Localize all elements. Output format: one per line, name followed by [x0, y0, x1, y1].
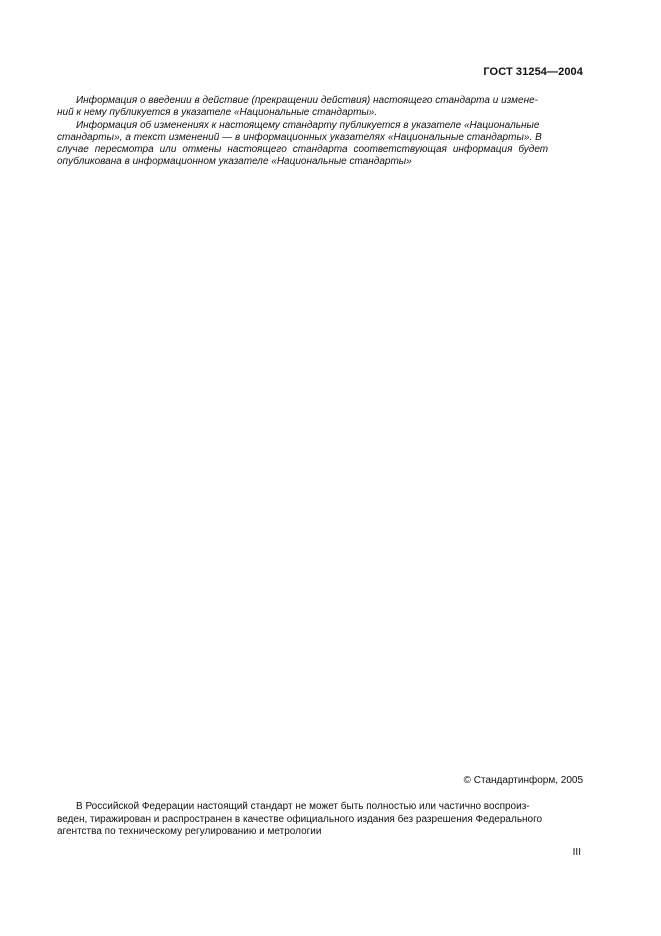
legal-line: веден, тиражирован и распространен в качестве официального издания без разрешения Федерального: [57, 813, 543, 825]
legal-line: агентства по техническому регулированию и метрологии: [57, 826, 322, 838]
info-line: Информация об изменениях к настоящему стандарту публикуется в указателе «Национальные: [76, 119, 540, 131]
copyright-notice: © Стандартинформ, 2005: [463, 775, 583, 786]
standard-code: ГОСТ 31254—2004: [483, 66, 583, 78]
info-line: случае пересмотра или отмены настоящего стандарта соответствующая информация будет: [57, 144, 549, 156]
legal-notice: [57, 801, 583, 839]
info-line: Информация о введении в действие (прекращении действия) настоящего стандарта и измене-: [76, 95, 538, 106]
publication-info: [57, 95, 583, 169]
info-line: стандарты», а текст изменений — в информационных указателях «Национальные стандарты». В: [57, 131, 542, 143]
info-line: опубликована в информационном указателе «Национальные стандарты»: [57, 156, 412, 168]
legal-line: В Российской Федерации настоящий стандарт не может быть полностью или частично воспроиз-: [76, 801, 530, 812]
page-number: III: [572, 847, 581, 858]
info-line: ний к нему публикуется в указателе «Национальные стандарты».: [57, 107, 378, 119]
